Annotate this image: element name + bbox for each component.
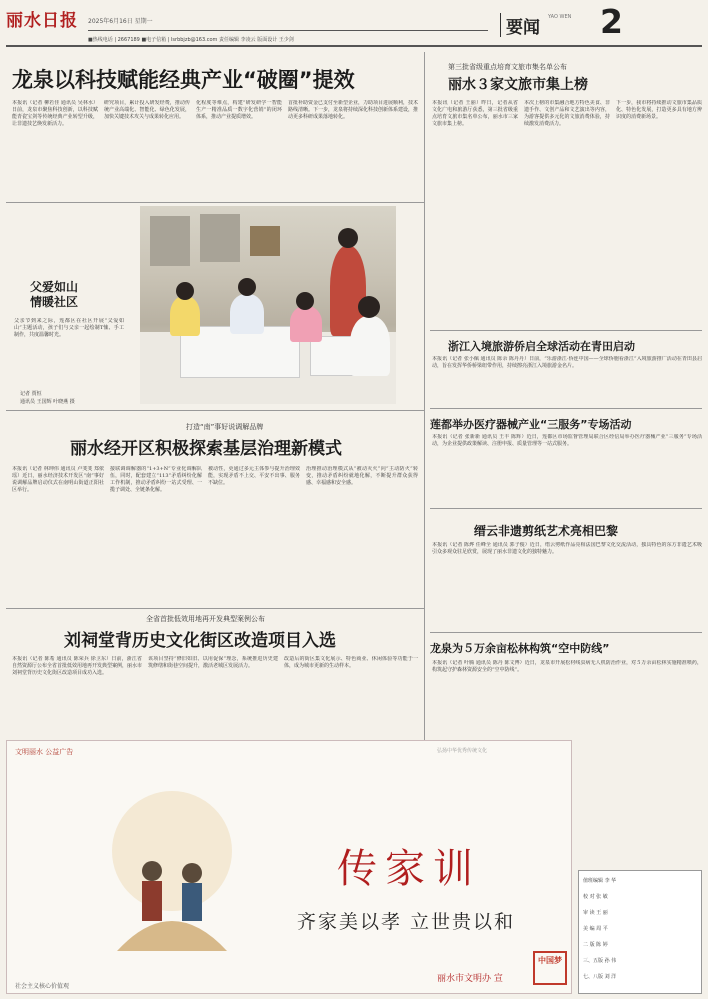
- photo-story-title: 父爱如山 情暖社区: [30, 280, 79, 309]
- public-service-ad: [6, 740, 572, 994]
- ad-main-title: 传家训: [337, 846, 481, 892]
- mid-col-1: 本报讯（记者 林坤伟 通讯员 卢斐斐 郑依瑶）近日，丽水经济技术开发区“南”事好说调解品牌启动仪式在南明山街道正阳社区举行。: [12, 466, 104, 493]
- staff-row: 美 编 周 平: [583, 926, 608, 932]
- right2-body: 本报讯（记者 张小佩 通讯员 陈余 陈丹丹）日前，“乐游浙江·侨连中国——全球侨胞看浙江”入境旅游推广活动在青田县启动，旨在发挥华侨桥梁纽带作用，持续擦亮浙江入境旅游金名片。: [432, 356, 702, 369]
- top-article-col-4: 首批补助资金已支付至新型企业，力助项目进展顺利，技术路线清晰。下一步，龙泉将持续深化科技创新体系建设，推动更多科研成果落地转化。: [288, 100, 418, 120]
- bottom-left-col-1: 本报讯（记者 陈希 通讯员 陈荣兵 徐卫东）日前，浙江省自然资源厅公布全省首批低效用地再开发典型案例，丽水市刘祠堂背历史文化街区改造项目成功入选。: [12, 656, 142, 676]
- bottom-right-title: 龙泉为５万余亩松林构筑“空中防线”: [430, 642, 610, 655]
- masthead-info: ■热线电话 | 2667189 ■电子信箱 | lsrbbjzb@163.com 责任编辑 李凌云 版面设计 王少剑: [88, 37, 294, 43]
- staff-row: 校 对 张 敏: [583, 894, 608, 900]
- right3-title: 莲都举办医疗器械产业“三服务”专场活动: [430, 418, 632, 431]
- section-divider: [500, 13, 501, 37]
- adult-head: [338, 228, 358, 248]
- section-pinyin: YAO WEN: [548, 14, 572, 20]
- masthead-divider: [88, 30, 488, 31]
- mid-col-2: 接联调调解器的“1+3+N”专业化调解队伍，同时，配套建立“113”矛盾纠纷化解工作机制，推动矛盾纠纷一站式受理、一揽子调处、全链条化解。: [110, 466, 202, 493]
- right3-body: 本报讯（记者 张新新 通讯员 王丰 陈辉）近日，莲都区市场监督管理局联合区经信局举办医疗器械产业“三服务”专场活动，为企业提供政策解读、注册申报、质量管理等一站式服务。: [432, 434, 702, 447]
- right4-title: 缙云非遗剪纸艺术亮相巴黎: [474, 524, 619, 538]
- rule: [430, 632, 702, 633]
- photo-caption: 父亲节到来之际，莲都区在社区开展“父爱如山”主题活动，孩子们与父亲一起绘制T恤、手工制作，共度温馨时光。: [14, 318, 124, 338]
- newspaper-logo: 丽水日报: [6, 11, 78, 31]
- section-name: 要闻: [506, 18, 540, 38]
- staff-row: 值班编辑 李 华: [583, 878, 617, 884]
- mid-title: 丽水经开区积极探索基层治理新模式: [70, 439, 342, 459]
- ad-tag: 文明丽水 公益广告: [15, 748, 74, 756]
- right1-kicker: 第三批省级重点培育文旅市集名单公布: [448, 63, 567, 71]
- staff-row: 七、八版 刘 洋: [583, 974, 617, 980]
- right1-col-2: 本次上榜的市集融合地方特色美食、非遗手作、文创产品和文艺演出等内容，为游客提供多元化的文旅消费体验，持续激发消费活力。: [524, 100, 610, 127]
- right1-col-3: 下一步，我市将持续推动文旅市集品质化、特色化发展，打造更多具有地方辨识度的消费新场景。: [616, 100, 702, 120]
- right1-title: 丽水３家文旅市集上榜: [448, 77, 588, 93]
- ad-issuer: 丽水市文明办 宣: [437, 974, 503, 984]
- bottom-left-title: 刘祠堂背历史文化街区改造项目入选: [64, 631, 336, 651]
- staff-row: 三、五版 孙 伟: [583, 958, 617, 964]
- window: [150, 216, 190, 266]
- right2-title: 浙江入境旅游侨启全球活动在青田启动: [448, 340, 635, 353]
- ad-slogan: 齐家美以孝 立世贵以和: [297, 911, 516, 933]
- right4-body: 本报讯（记者 陈烨 任峰全 通讯员 郭子俊）近日，缙云剪纸作品亮相法国巴黎文化交流活动，独具特色的东方非遗艺术吸引众多观众驻足欣赏，展现了丽水非遗文化的独特魅力。: [432, 542, 702, 555]
- mid-col-4: 治理推动治理模式从“被动灭火”向“主动防火”转变，推动矛盾纠纷就地化解，不断提升群众获得感、幸福感和安全感。: [306, 466, 418, 486]
- rule: [430, 508, 702, 509]
- child: [230, 294, 264, 334]
- ad-stamp: 中国梦: [533, 951, 567, 985]
- right1-col-1: 本报讯（记者 王丽）昨日，记者从省文化广电和旅游厅获悉，第三批省级重点培育文旅市集名单公布，丽水市三家文旅市集上榜。: [432, 100, 518, 127]
- rule: [6, 608, 424, 609]
- child-head: [296, 292, 314, 310]
- top-article-title: 龙泉以科技赋能经典产业“破圈”提效: [12, 68, 355, 92]
- child: [170, 296, 200, 336]
- mid-col-3: 被动性，更通过多元主体参与提升治理效能，实现矛盾不上交、平安不出事、服务不缺位。: [208, 466, 300, 486]
- bottom-left-col-2: 该项目坚持“修旧如旧、以用促保”理念，系统推进历史建筑修缮和街巷空间提升，激活老城区发展活力。: [148, 656, 278, 669]
- rule: [6, 202, 424, 203]
- bottom-left-kicker: 全省首批低效用地再开发典型案例公布: [146, 615, 265, 623]
- column-rule: [424, 52, 425, 740]
- staff-row: 二 版 陈 婷: [583, 942, 608, 948]
- rule: [6, 410, 424, 411]
- child: [290, 306, 322, 342]
- photo-children-painting: [140, 206, 396, 404]
- photo-credit: 记者 贾恒 通讯员 王国辉 叶晓燕 摄: [20, 391, 75, 405]
- child-head: [238, 278, 256, 296]
- child-head: [358, 296, 380, 318]
- page-number: 2: [600, 2, 623, 41]
- header-rule: [6, 45, 702, 47]
- rule: [430, 408, 702, 409]
- child-front: [350, 316, 390, 376]
- staff-row: 审 读 王 丽: [583, 910, 608, 916]
- top-article-col-3: 化程度等难点，构建“研发研学一智能生产一精准品质一数字化营销”的闭环体系，推动产业提质增效。: [196, 100, 282, 120]
- picture-frame: [250, 226, 280, 256]
- mid-kicker: 打造“南”事好说调解品牌: [186, 423, 264, 431]
- bottom-left-col-3: 改造后的街区集文化展示、特色商业、休闲体验等功能于一体，成为城市更新的生动样本。: [284, 656, 418, 669]
- rule: [430, 330, 702, 331]
- ad-note: 弘扬中华优秀传统文化: [437, 748, 488, 754]
- child-head: [176, 282, 194, 300]
- bottom-right-body: 本报讯（记者 叶腾 通讯员 陈丹 陈文博）近日，龙泉市开展松材线虫病无人机防治作业，对５万余亩松林实施精准喷药，构筑起守护森林资源安全的“空中防线”。: [432, 660, 702, 673]
- family-illustration: [97, 781, 247, 971]
- staff-box: [578, 870, 702, 994]
- window: [200, 214, 240, 262]
- top-article-col-1: 本报讯（记者 柳若佳 通讯员 吴林水）日前，龙泉市聚焦科技创新，以科技赋能青瓷宝剑等传统经典产业转型升级，让非遗技艺焕发新活力。: [12, 100, 98, 127]
- top-article-col-2: 研究项目，累计投入研发经费，推动传统产业高端化、智能化、绿色化发展，加快关键技术攻关与成果转化应用。: [104, 100, 190, 120]
- ad-left-bottom: 社会主义核心价值观: [15, 983, 70, 990]
- issue-date: 2025年6月16日 星期一: [88, 18, 153, 25]
